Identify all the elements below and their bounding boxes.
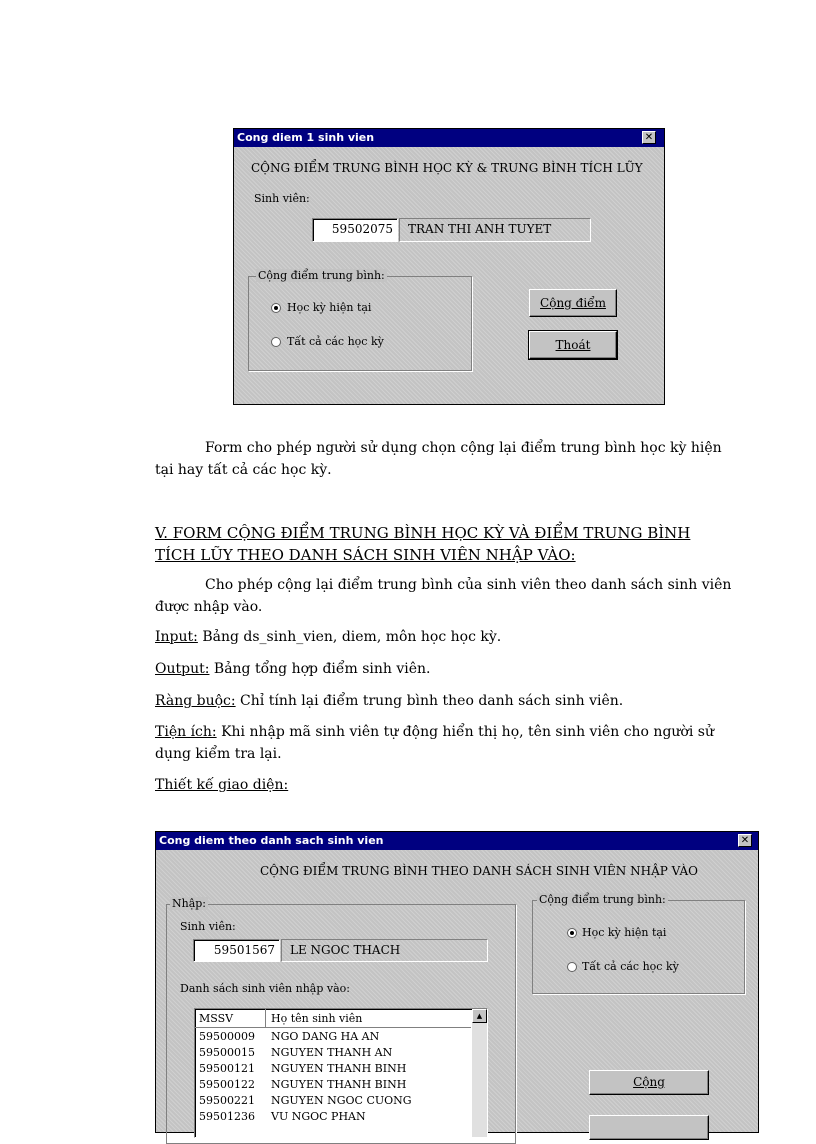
sum-button-label: Cộng bbox=[633, 1075, 665, 1089]
radio-all-semesters[interactable] bbox=[271, 337, 281, 347]
radio-current-semester-label[interactable]: Học kỳ hiện tại bbox=[287, 301, 372, 314]
utility-paragraph bbox=[155, 724, 714, 740]
row-name: NGO DANG HA AN bbox=[271, 1030, 380, 1043]
list-header-line bbox=[195, 1027, 471, 1028]
row-name: NGUYEN NGOC CUONG bbox=[271, 1094, 412, 1107]
design-label: Thiết kế giao diện: bbox=[155, 777, 289, 793]
dialog-title: Cong diem 1 sinh vien bbox=[237, 131, 375, 144]
section-desc-line-1: Cho phép cộng lại điểm trung bình của sinh viên theo danh sách sinh viên bbox=[205, 577, 732, 593]
input-text: Bảng ds_sinh_vien, diem, môn học học kỳ. bbox=[197, 629, 502, 645]
student-label: Sinh viên: bbox=[180, 920, 236, 933]
radio-all-semesters-label[interactable]: Tất cả các học kỳ bbox=[582, 960, 679, 973]
section-desc-line-2: được nhập vào. bbox=[155, 599, 263, 615]
sum-mode-group-label: Cộng điểm trung bình: bbox=[258, 269, 385, 282]
student-id-input[interactable]: 59502075 bbox=[312, 218, 398, 242]
constraint-label: Ràng buộc: bbox=[155, 693, 236, 709]
second-button[interactable] bbox=[589, 1115, 709, 1140]
table-row[interactable] bbox=[199, 1094, 255, 1107]
list-header-name[interactable]: Họ tên sinh viên bbox=[271, 1012, 363, 1025]
caption-line-2: tại hay tất cả các học kỳ. bbox=[155, 462, 332, 478]
utility-label: Tiện ích: bbox=[155, 724, 217, 740]
row-id: 59500121 bbox=[199, 1062, 255, 1075]
dialog2-title-bar[interactable] bbox=[156, 832, 758, 850]
input-label: Input: bbox=[155, 629, 198, 645]
dialog2-title: Cong diem theo danh sach sinh vien bbox=[159, 834, 384, 847]
sum-mode-group-label: Cộng điểm trung bình: bbox=[539, 893, 666, 906]
output-paragraph bbox=[155, 661, 431, 677]
table-row[interactable] bbox=[199, 1110, 255, 1123]
sum-mode-group bbox=[532, 900, 745, 994]
student-list[interactable] bbox=[194, 1008, 488, 1138]
row-name: NGUYEN THANH BINH bbox=[271, 1062, 407, 1075]
table-row[interactable] bbox=[271, 1078, 406, 1091]
table-row[interactable] bbox=[199, 1046, 255, 1059]
row-id: 59500221 bbox=[199, 1094, 255, 1107]
scroll-up-icon[interactable]: ▲ bbox=[472, 1009, 487, 1023]
section-heading-line-1: V. FORM CỘNG ĐIỂM TRUNG BÌNH HỌC KỲ VÀ ĐIỂM TRUNG BÌNH bbox=[155, 524, 691, 542]
row-id: 59500015 bbox=[199, 1046, 255, 1059]
row-name: VU NGOC PHAN bbox=[271, 1110, 366, 1123]
table-row[interactable] bbox=[271, 1094, 412, 1107]
table-row[interactable] bbox=[199, 1062, 255, 1075]
dialog-cong-diem-danh-sach bbox=[155, 831, 759, 1133]
output-text: Bảng tổng hợp điểm sinh viên. bbox=[209, 661, 431, 677]
list-label: Danh sách sinh viên nhập vào: bbox=[180, 982, 351, 995]
student-id-input[interactable]: 59501567 bbox=[193, 939, 280, 962]
utility-text: Khi nhập mã sinh viên tự động hiển thị họ, tên sinh viên cho người sử bbox=[216, 724, 714, 740]
list-header-id[interactable]: MSSV bbox=[199, 1012, 234, 1025]
dialog-title-bar[interactable] bbox=[234, 129, 664, 147]
exit-button[interactable] bbox=[529, 331, 617, 359]
row-id: 59500009 bbox=[199, 1030, 255, 1043]
student-label: Sinh viên: bbox=[254, 192, 310, 205]
dialog-heading: CỘNG ĐIỂM TRUNG BÌNH HỌC KỲ & TRUNG BÌNH TÍCH LŨY bbox=[251, 161, 643, 175]
row-name: NGUYEN THANH BINH bbox=[271, 1078, 407, 1091]
radio-current-semester-label[interactable]: Học kỳ hiện tại bbox=[582, 926, 667, 939]
table-row[interactable] bbox=[199, 1030, 255, 1043]
utility-line-2: dụng kiểm tra lại. bbox=[155, 746, 282, 762]
exit-button-label: Thoát bbox=[555, 338, 591, 352]
row-id: 59501236 bbox=[199, 1110, 255, 1123]
radio-all-semesters[interactable] bbox=[567, 962, 577, 972]
table-row[interactable] bbox=[271, 1110, 366, 1123]
input-paragraph bbox=[155, 629, 501, 645]
sum-button[interactable] bbox=[589, 1070, 709, 1095]
sum-mode-group bbox=[248, 276, 472, 371]
list-scrollbar[interactable] bbox=[472, 1009, 487, 1137]
table-row[interactable] bbox=[271, 1062, 406, 1075]
constraint-text: Chỉ tính lại điểm trung bình theo danh sách sinh viên. bbox=[235, 693, 624, 709]
table-row[interactable] bbox=[271, 1046, 392, 1059]
dialog-cong-diem-1-sinh-vien bbox=[233, 128, 665, 405]
row-id: 59500122 bbox=[199, 1078, 255, 1091]
list-header-divider bbox=[265, 1009, 266, 1027]
output-label: Output: bbox=[155, 661, 210, 677]
row-name: NGUYEN THANH AN bbox=[271, 1046, 393, 1059]
table-row[interactable] bbox=[271, 1030, 379, 1043]
constraint-paragraph bbox=[155, 693, 623, 709]
section-heading-line-2: TÍCH LŨY THEO DANH SÁCH SINH VIÊN NHẬP VÀO: bbox=[155, 546, 576, 564]
radio-current-semester[interactable] bbox=[271, 303, 281, 313]
radio-all-semesters-label[interactable]: Tất cả các học kỳ bbox=[287, 335, 384, 348]
student-name-display: LE NGOC THACH bbox=[281, 939, 488, 962]
close-icon[interactable]: ✕ bbox=[642, 131, 656, 144]
sum-button-label: Cộng điểm bbox=[540, 296, 606, 310]
caption-line-1: Form cho phép người sử dụng chọn cộng lại điểm trung bình học kỳ hiện bbox=[205, 440, 722, 456]
close-icon[interactable]: ✕ bbox=[738, 834, 752, 847]
input-group-label: Nhập: bbox=[172, 897, 207, 910]
table-row[interactable] bbox=[199, 1078, 255, 1091]
radio-current-semester[interactable] bbox=[567, 928, 577, 938]
student-name-display: TRAN THI ANH TUYET bbox=[399, 218, 591, 242]
dialog2-heading: CỘNG ĐIỂM TRUNG BÌNH THEO DANH SÁCH SINH VIÊN NHẬP VÀO bbox=[260, 864, 698, 878]
sum-button[interactable] bbox=[529, 289, 617, 317]
